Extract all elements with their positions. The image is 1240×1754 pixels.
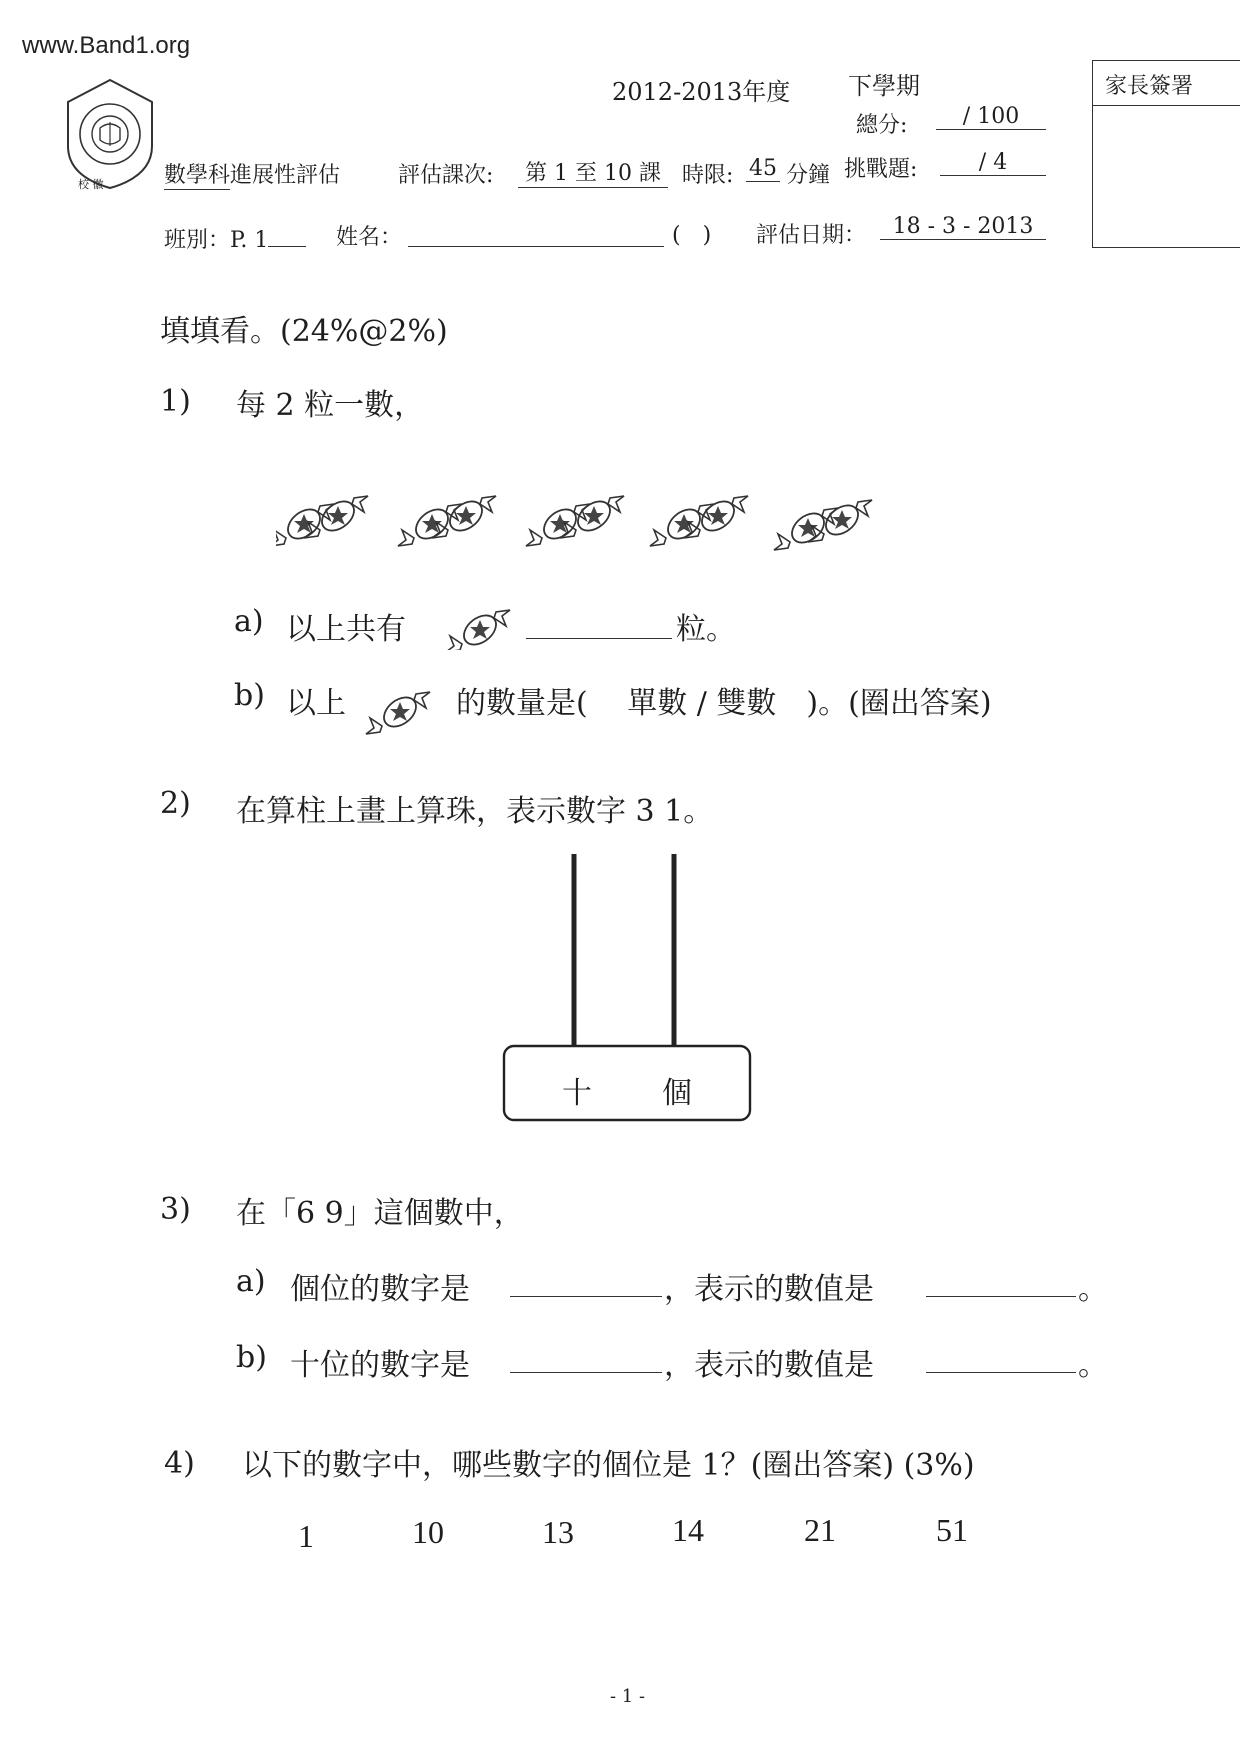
candy-pair-4 — [650, 495, 748, 546]
date-label: 評估日期： — [756, 223, 867, 248]
candy-illustration — [276, 458, 916, 568]
q3a-end: 。 — [1078, 1272, 1108, 1307]
q4-option[interactable]: 51 — [936, 1512, 968, 1548]
name-label: 姓名： — [336, 225, 403, 250]
q4-text: 以下的數字中，哪些數字的個位是 1？(圈出答案) (3%) — [242, 1448, 975, 1483]
q1a-text-before: 以上共有 — [286, 612, 406, 647]
ones-place-label: 個 — [662, 1076, 692, 1111]
q1-text: 每 2 粒一數， — [236, 388, 425, 423]
section-title: 填填看。(24%@2%) — [160, 314, 448, 349]
parent-signature-label: 家長簽署 — [1105, 74, 1194, 99]
time-value: 45 — [746, 156, 780, 182]
q4-option[interactable]: 1 — [298, 1518, 314, 1554]
school-year: 2012-2013年度 — [612, 78, 791, 106]
school-logo — [60, 76, 160, 192]
candy-pair-5 — [774, 499, 872, 550]
logo-caption: 校 徽 — [78, 178, 104, 191]
q3b-end: 。 — [1078, 1348, 1108, 1383]
challenge-label: 挑戰題: — [844, 157, 918, 182]
name-blank — [408, 220, 664, 247]
parent-signature-divider — [1093, 105, 1240, 106]
q1b-text-before: 以上 — [286, 686, 346, 721]
q1-number: 1) — [160, 384, 191, 419]
abacus-diagram — [500, 850, 760, 1130]
parent-signature-box — [1092, 60, 1240, 248]
q3a-value-blank[interactable] — [926, 1270, 1076, 1297]
time-label: 時限: — [682, 163, 734, 188]
q4-option[interactable]: 10 — [412, 1514, 444, 1550]
q3-number: 3) — [160, 1192, 191, 1227]
q3b-label: b) — [236, 1340, 267, 1375]
watermark-text: www.Band1.org — [22, 32, 191, 59]
lessons-value: 第 1 至 10 課 — [518, 156, 668, 188]
q3a-label: a) — [236, 1264, 266, 1299]
total-label: 總分: — [856, 113, 908, 138]
challenge-score: / 4 — [940, 150, 1046, 176]
q3a-digit-blank[interactable] — [510, 1270, 662, 1297]
term-label: 下學期 — [848, 72, 920, 100]
candy-pair-2 — [398, 495, 496, 546]
page-number: - 1 - — [610, 1686, 646, 1707]
q4-option[interactable]: 13 — [542, 1514, 574, 1550]
candy-icon — [360, 664, 440, 744]
class-field — [164, 220, 306, 254]
q1a-label: a) — [234, 604, 264, 639]
q3a-text-middle: ，表示的數值是 — [664, 1272, 874, 1307]
date-value: 18 - 3 - 2013 — [880, 214, 1046, 240]
lessons-label: 評估課次: — [398, 163, 494, 188]
abacus-base — [504, 1046, 750, 1120]
q3b-value-blank[interactable] — [926, 1346, 1076, 1373]
q1a-text-after: 粒。 — [676, 612, 736, 647]
q3b-text-middle: ，表示的數值是 — [664, 1348, 874, 1383]
q3b-text-before: 十位的數字是 — [290, 1348, 470, 1383]
q1b-label: b) — [234, 678, 265, 713]
subject-label — [164, 158, 340, 190]
q4-option[interactable]: 21 — [804, 1512, 836, 1548]
q4-option[interactable]: 14 — [672, 1512, 704, 1548]
tens-place-label: 十 — [562, 1076, 592, 1111]
q2-text: 在算柱上畫上算珠，表示數字 3 1。 — [236, 794, 714, 829]
q4-number: 4) — [164, 1446, 195, 1481]
q3a-text-before: 個位的數字是 — [290, 1272, 470, 1307]
q3-text: 在「6 9」這個數中， — [236, 1196, 524, 1231]
class-label: 班別：P. 1 — [164, 228, 269, 253]
q3b-digit-blank[interactable] — [510, 1346, 662, 1373]
q1b-text-after: 的數量是( 單數 / 雙數 )。(圈出答案) — [456, 686, 992, 721]
candy-pair-1 — [276, 495, 368, 546]
assessment-name: 進展性評估 — [230, 163, 341, 188]
q2-number: 2) — [160, 786, 191, 821]
subject-name: 數學科 — [164, 158, 230, 190]
q1a-answer-blank[interactable] — [526, 612, 672, 639]
candy-pair-3 — [526, 495, 624, 546]
time-unit: 分鐘 — [786, 163, 831, 188]
total-score: / 100 — [936, 104, 1046, 130]
candy-icon — [440, 590, 520, 650]
class-blank — [268, 220, 306, 247]
class-number-paren: ( ) — [672, 223, 712, 248]
